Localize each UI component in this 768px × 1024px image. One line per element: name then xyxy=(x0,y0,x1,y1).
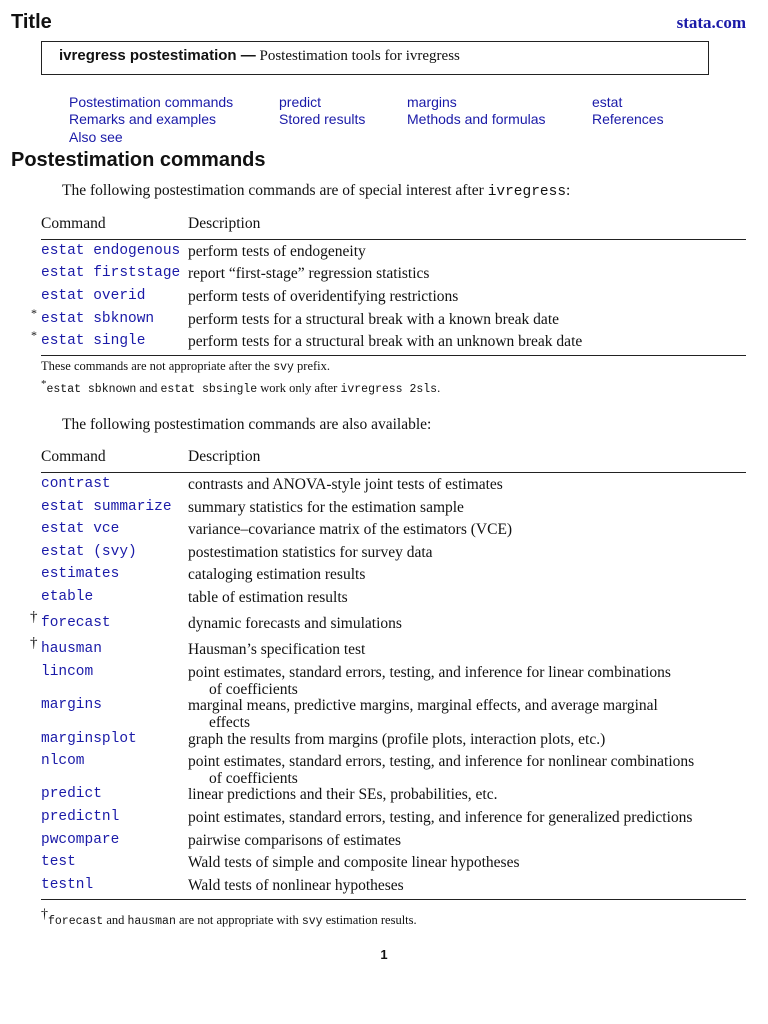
description-text: point estimates, standard errors, testing, and inference for linear combinations xyxy=(188,664,671,681)
command-link[interactable]: predict xyxy=(41,786,102,802)
dagger-mark: † xyxy=(30,609,38,625)
command-link[interactable]: estat (svy) xyxy=(41,544,137,560)
command-description xyxy=(188,499,746,516)
command-description xyxy=(188,753,746,787)
command-link[interactable]: estat vce xyxy=(41,521,120,537)
note-code: svy xyxy=(273,361,294,374)
command-link[interactable]: estat firststage xyxy=(41,265,181,281)
description-continuation: of coefficients xyxy=(209,681,298,698)
command-description xyxy=(188,809,746,826)
table1-bottom-rule xyxy=(41,355,746,356)
description-text: point estimates, standard errors, testing, and inference for nonlinear combinations xyxy=(188,753,695,770)
description-text: cataloging estimation results xyxy=(188,566,366,583)
command-link[interactable]: pwcompare xyxy=(41,832,120,848)
table2-bottom-rule xyxy=(41,899,746,900)
command-description xyxy=(188,664,746,698)
command-description xyxy=(188,476,746,493)
command-description xyxy=(188,521,746,538)
command-link[interactable]: contrast xyxy=(41,476,111,492)
description-text: graph the results from margins (profile plots, interaction plots, etc.) xyxy=(188,731,606,748)
nav-remarks-and-examples[interactable]: Remarks and examples xyxy=(69,111,217,127)
description-text: dynamic forecasts and simulations xyxy=(188,615,402,632)
command-link[interactable]: estimates xyxy=(41,566,120,582)
command-link[interactable]: estat summarize xyxy=(41,499,172,515)
note-text: are not appropriate with xyxy=(178,913,299,927)
intro-paragraph-2: The following postestimation commands are also available: xyxy=(62,416,432,433)
dagger-mark: † xyxy=(30,635,38,651)
note-code: estat sbknown xyxy=(46,383,137,396)
note-code: hausman xyxy=(127,915,176,928)
command-link[interactable]: marginsplot xyxy=(41,731,137,747)
nav-margins[interactable]: margins xyxy=(407,94,457,110)
description-text: pairwise comparisons of estimates xyxy=(188,832,402,849)
command-description: report “first-stage” regression statistics xyxy=(188,265,430,282)
note-text: and xyxy=(106,913,125,927)
nav-references[interactable]: References xyxy=(592,111,664,127)
command-link[interactable]: margins xyxy=(41,697,102,713)
table2-col-command: Command xyxy=(41,448,106,465)
table1-note-2 xyxy=(41,378,440,396)
nav-methods-and-formulas[interactable]: Methods and formulas xyxy=(407,111,546,127)
command-description xyxy=(188,731,746,748)
command-link[interactable]: forecast xyxy=(41,615,111,631)
table1-header-rule xyxy=(41,239,746,240)
command-link[interactable]: estat overid xyxy=(41,288,146,304)
note-code: svy xyxy=(301,915,323,928)
command-link[interactable]: estat sbknown xyxy=(41,311,155,327)
description-text: contrasts and ANOVA-style joint tests of estimates xyxy=(188,476,503,493)
asterisk-mark: * xyxy=(31,328,37,342)
description-text: point estimates, standard errors, testing, and inference for generalized predictions xyxy=(188,809,693,826)
table2-note xyxy=(41,907,417,928)
note-text: . xyxy=(437,381,441,395)
command-description: perform tests of endogeneity xyxy=(188,243,366,260)
command-description xyxy=(188,615,746,632)
dagger-mark: † xyxy=(41,907,48,922)
command-link[interactable]: predictnl xyxy=(41,809,120,825)
command-link[interactable]: lincom xyxy=(41,664,94,680)
description-text: marginal means, predictive margins, marginal effects, and average marginal xyxy=(188,697,658,714)
command-link[interactable]: hausman xyxy=(41,641,102,657)
intro-paragraph-1 xyxy=(62,182,570,200)
entry-name: ivregress postestimation — xyxy=(59,47,256,64)
command-link[interactable]: nlcom xyxy=(41,753,85,769)
asterisk-mark: * xyxy=(41,378,47,390)
table1-col-command: Command xyxy=(41,215,106,232)
command-description xyxy=(188,566,746,583)
command-description: perform tests for a structural break with a known break date xyxy=(188,311,560,328)
table1-note-1 xyxy=(41,359,330,374)
description-text: table of estimation results xyxy=(188,589,348,606)
entry-description: Postestimation tools for ivregress xyxy=(259,48,460,64)
description-text: Wald tests of simple and composite linear hypotheses xyxy=(188,854,520,871)
description-text: variance–covariance matrix of the estimators (VCE) xyxy=(188,521,513,538)
nav-estat[interactable]: estat xyxy=(592,94,623,110)
nav-also-see[interactable]: Also see xyxy=(69,129,123,145)
command-description: perform tests of overidentifying restrictions xyxy=(188,288,459,305)
command-description xyxy=(188,877,746,894)
note-text: work only after xyxy=(260,381,338,395)
table2-header-rule xyxy=(41,472,746,473)
site-link[interactable]: stata.com xyxy=(676,13,746,32)
command-description xyxy=(188,544,746,561)
asterisk-mark: * xyxy=(31,306,37,320)
command-description xyxy=(188,641,746,658)
table2-col-description: Description xyxy=(188,448,261,465)
intro-punct: : xyxy=(566,182,571,199)
description-text: Wald tests of nonlinear hypotheses xyxy=(188,877,404,894)
command-link[interactable]: estat endogenous xyxy=(41,243,181,259)
description-text: postestimation statistics for survey data xyxy=(188,544,433,561)
page-number: 1 xyxy=(380,947,388,962)
command-link[interactable]: estat single xyxy=(41,333,146,349)
note-code: estat sbsingle xyxy=(160,383,258,396)
command-description xyxy=(188,832,746,849)
description-continuation: of coefficients xyxy=(209,770,298,787)
note-code: ivregress 2sls xyxy=(340,383,438,396)
section-heading: Postestimation commands xyxy=(11,149,266,171)
command-description xyxy=(188,589,746,606)
note-code: forecast xyxy=(48,915,104,928)
nav-postestimation-commands[interactable]: Postestimation commands xyxy=(69,94,234,110)
description-text: Hausman’s specification test xyxy=(188,641,366,658)
command-description xyxy=(188,786,746,803)
note-text: prefix. xyxy=(297,359,331,373)
note-text: and xyxy=(139,381,158,395)
description-text: summary statistics for the estimation sample xyxy=(188,499,464,516)
table1-col-description: Description xyxy=(188,215,261,232)
nav-stored-results[interactable]: Stored results xyxy=(279,111,366,127)
page-title: Title xyxy=(11,11,52,33)
description-continuation: effects xyxy=(209,714,251,731)
command-link[interactable]: test xyxy=(41,854,76,870)
title-box xyxy=(41,41,709,75)
note-text: estimation results. xyxy=(325,913,417,927)
command-description xyxy=(188,854,746,871)
note-text: These commands are not appropriate after the xyxy=(41,359,271,373)
command-link[interactable]: testnl xyxy=(41,877,94,893)
nav-predict[interactable]: predict xyxy=(279,94,322,110)
command-link[interactable]: etable xyxy=(41,589,94,605)
command-description xyxy=(188,697,746,731)
command-description: perform tests for a structural break with an unknown break date xyxy=(188,333,583,350)
intro-text: The following postestimation commands are of special interest after xyxy=(62,182,484,199)
description-text: linear predictions and their SEs, probabilities, etc. xyxy=(188,786,498,803)
intro-command: ivregress xyxy=(487,184,567,200)
